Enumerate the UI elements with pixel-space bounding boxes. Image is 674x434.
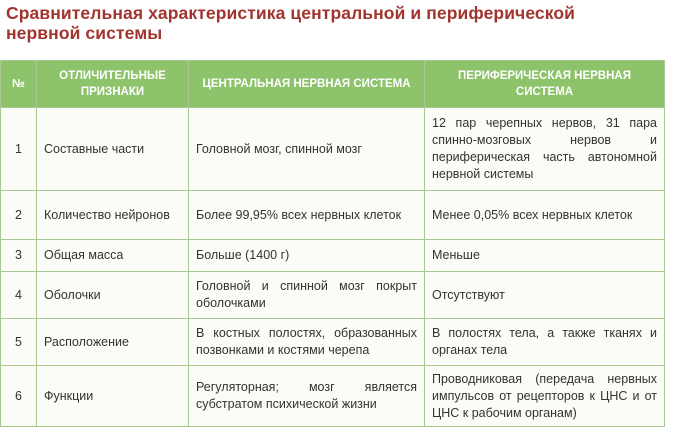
row-feature: Составные части bbox=[37, 108, 189, 191]
row-pns: 12 пар черепных нервов, 31 пара спинно-мозговых нервов и периферическая часть автономной нервной системы bbox=[425, 108, 665, 191]
row-feature: Общая масса bbox=[37, 240, 189, 272]
table-row bbox=[1, 191, 665, 240]
row-cns: Больше (1400 г) bbox=[189, 240, 425, 272]
row-number: 6 bbox=[1, 366, 37, 427]
header-pns: ПЕРИФЕРИЧЕСКАЯ НЕРВНАЯ СИСТЕМА bbox=[425, 61, 665, 108]
row-feature: Функции bbox=[37, 366, 189, 427]
row-pns: В полостях тела, а также тканях и органах тела bbox=[425, 319, 665, 366]
table-row bbox=[1, 366, 665, 427]
table-row bbox=[1, 108, 665, 191]
row-pns: Отсутствуют bbox=[425, 272, 665, 319]
row-cns: Более 99,95% всех нервных клеток bbox=[189, 191, 425, 240]
row-feature: Оболочки bbox=[37, 272, 189, 319]
row-number: 5 bbox=[1, 319, 37, 366]
comparison-table bbox=[0, 60, 665, 427]
table-row bbox=[1, 240, 665, 272]
table-row bbox=[1, 319, 665, 366]
table-header-row bbox=[1, 61, 665, 108]
row-pns: Меньше bbox=[425, 240, 665, 272]
row-feature: Расположение bbox=[37, 319, 189, 366]
header-feature: ОТЛИЧИТЕЛЬНЫЕ ПРИЗНАКИ bbox=[37, 61, 189, 108]
row-pns: Проводниковая (передача нервных импульсов от рецепторов к ЦНС и от ЦНС к рабочим органам) bbox=[425, 366, 665, 427]
row-number: 1 bbox=[1, 108, 37, 191]
row-cns: Головной и спинной мозг покрыт оболочками bbox=[189, 272, 425, 319]
row-cns: Регуляторная; мозг является субстратом психической жизни bbox=[189, 366, 425, 427]
row-feature: Количество нейронов bbox=[37, 191, 189, 240]
row-number: 4 bbox=[1, 272, 37, 319]
table-row bbox=[1, 272, 665, 319]
row-pns: Менее 0,05% всех нервных клеток bbox=[425, 191, 665, 240]
row-number: 3 bbox=[1, 240, 37, 272]
row-number: 2 bbox=[1, 191, 37, 240]
header-cns: ЦЕНТРАЛЬНАЯ НЕРВНАЯ СИСТЕМА bbox=[189, 61, 425, 108]
header-number: № bbox=[1, 61, 37, 108]
row-cns: В костных полостях, образованных позвонками и костями черепа bbox=[189, 319, 425, 366]
row-cns: Головной мозг, спинной мозг bbox=[189, 108, 425, 191]
page-title: Сравнительная характеристика центральной и периферической нервной системы bbox=[6, 3, 576, 43]
